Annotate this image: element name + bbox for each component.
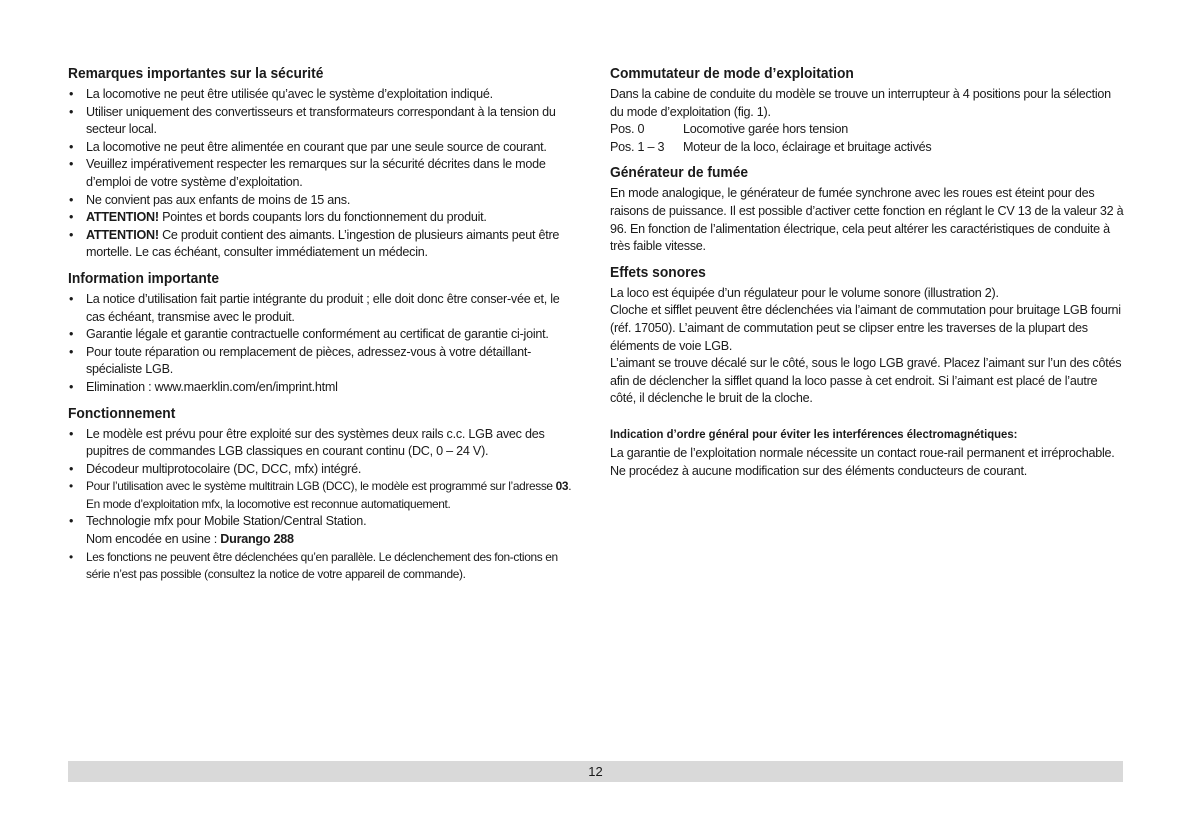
position-row bbox=[610, 121, 1124, 139]
safety-list bbox=[68, 86, 578, 262]
smoke-text: En mode analogique, le générateur de fumée synchrone avec les roues est éteint pour des raisons de puissance. Il est possible d’activer cette fonction en réglant le CV 13 de la valeur 32 à 96. En fonction de l’alimentation électrique, cela peut altérer les caractéristiques de conduite à très faible vitesse. bbox=[610, 186, 1124, 254]
page-number: 12 bbox=[588, 764, 603, 779]
left-column bbox=[68, 64, 578, 591]
safety-heading: Remarques importantes sur la sécurité bbox=[68, 65, 324, 82]
list-item: • Ne convient pas aux enfants de moins de 15 ans. bbox=[68, 192, 578, 210]
position-value: Locomotive garée hors tension bbox=[683, 122, 848, 137]
list-item bbox=[68, 209, 578, 227]
sound-section bbox=[610, 263, 1124, 408]
list-item: • Elimination : www.maerklin.com/en/imprint.html bbox=[68, 379, 578, 397]
attention-text: Pointes et bords coupants lors du fonctionnement du produit. bbox=[158, 210, 487, 225]
list-item: • Veuillez impérativement respecter les remarques sur la sécurité décrites dans le mode d’emploi de votre système d’exploitation. bbox=[68, 156, 578, 191]
attention-label: ATTENTION! bbox=[86, 227, 159, 242]
list-item: • La locomotive ne peut être alimentée en courant que par une seule source de courant. bbox=[68, 139, 578, 157]
factory-name-label: Nom encodée en usine : bbox=[86, 532, 221, 547]
mode-switch-section bbox=[610, 64, 1124, 156]
right-column bbox=[610, 64, 1124, 487]
emc-section bbox=[610, 426, 1124, 480]
info-heading: Information importante bbox=[68, 269, 220, 287]
mode-switch-text: Dans la cabine de conduite du modèle se trouve un interrupteur à 4 positions pour la sélection du mode d’exploitation (fig. 1). bbox=[610, 87, 1111, 119]
dcc-address: 03 bbox=[555, 479, 569, 494]
position-value: Moteur de la loco, éclairage et bruitage activés bbox=[683, 139, 932, 154]
info-list bbox=[68, 291, 578, 397]
mode-switch-heading: Commutateur de mode d’exploitation bbox=[610, 65, 854, 82]
address-text-after: . En mode d’exploitation mfx, la locomotive est reconnue automatiquement. bbox=[86, 479, 572, 511]
function-list bbox=[68, 426, 578, 584]
attention-label: ATTENTION! bbox=[86, 210, 159, 225]
emc-text: La garantie de l’exploitation normale nécessite un contact roue-rail permanent et irréprochable. Ne procédez à aucune modification sur des éléments conducteurs de courant. bbox=[610, 445, 1115, 478]
function-section bbox=[68, 404, 578, 584]
safety-section bbox=[68, 64, 578, 262]
emc-heading: Indication d’ordre général pour éviter les interférences électromagnétiques: bbox=[610, 426, 1018, 441]
address-text-before: Pour l’utilisation avec le système multitrain LGB (DCC), le modèle est programmé sur l’adresse bbox=[86, 479, 556, 494]
list-item: • Décodeur multiprotocolaire (DC, DCC, mfx) intégré. bbox=[68, 461, 578, 479]
list-item: • Pour toute réparation ou remplacement de pièces, adressez-vous à votre détaillant-spécialiste LGB. bbox=[68, 344, 578, 379]
sound-heading: Effets sonores bbox=[610, 263, 706, 281]
list-item: • Le modèle est prévu pour être exploité sur des systèmes deux rails c.c. LGB avec des pupitres de commandes LGB classiques en courant continu (DC, 0 – 24 V). bbox=[68, 426, 578, 461]
footer-bar bbox=[68, 761, 1123, 782]
list-item bbox=[68, 478, 578, 513]
list-item: • La notice d’utilisation fait partie intégrante du produit ; elle doit donc être conser-vée et, le cas échéant, transmise avec le produit. bbox=[68, 291, 578, 326]
list-item bbox=[68, 513, 578, 548]
sound-paragraph: Cloche et sifflet peuvent être déclenchées via l’aimant de commutation pour bruitage LGB fourni (réf. 17050). L’aimant de commutation peut se clipser entre les traverses de la plupart des éléments de voie LGB. bbox=[610, 303, 1121, 353]
list-item: • Les fonctions ne peuvent être déclenchées qu’en parallèle. Le déclenchement des fon-ctions en série n’est pas possible (consultez la notice de votre appareil de commande). bbox=[68, 549, 578, 584]
info-section bbox=[68, 269, 578, 397]
list-item: • La locomotive ne peut être utilisée qu’avec le système d’exploitation indiqué. bbox=[68, 86, 578, 104]
list-item: • Garantie légale et garantie contractuelle conformément au certificat de garantie ci-joint. bbox=[68, 326, 578, 344]
position-key: Pos. 1 – 3 bbox=[610, 139, 665, 154]
function-heading: Fonctionnement bbox=[68, 404, 176, 422]
mfx-line: • Technologie mfx pour Mobile Station/Central Station. bbox=[86, 514, 367, 529]
position-key: Pos. 0 bbox=[610, 122, 645, 137]
position-row bbox=[610, 139, 1124, 157]
list-item: • Utiliser uniquement des convertisseurs et transformateurs correspondant à la tension du secteur local. bbox=[68, 104, 578, 139]
list-item bbox=[68, 227, 578, 262]
sound-paragraph: L’aimant se trouve décalé sur le côté, sous le logo LGB gravé. Placez l’aimant sur l’un des côtés afin de déclencher la sifflet quand la loco passe à cet endroit. Si l’aimant est placé de l’autre côté, il déclenche le bruit de la cloche. bbox=[610, 356, 1122, 406]
smoke-heading: Générateur de fumée bbox=[610, 164, 749, 182]
attention-text: Ce produit contient des aimants. L’ingestion de plusieurs aimants peut être mortelle. Le cas échéant, consulter immédiatement un médecin. bbox=[86, 227, 560, 260]
sound-paragraph: La loco est équipée d’un régulateur pour le volume sonore (illustration 2). bbox=[610, 285, 999, 300]
smoke-section bbox=[610, 163, 1124, 255]
factory-name-value: Durango 288 bbox=[220, 532, 294, 547]
